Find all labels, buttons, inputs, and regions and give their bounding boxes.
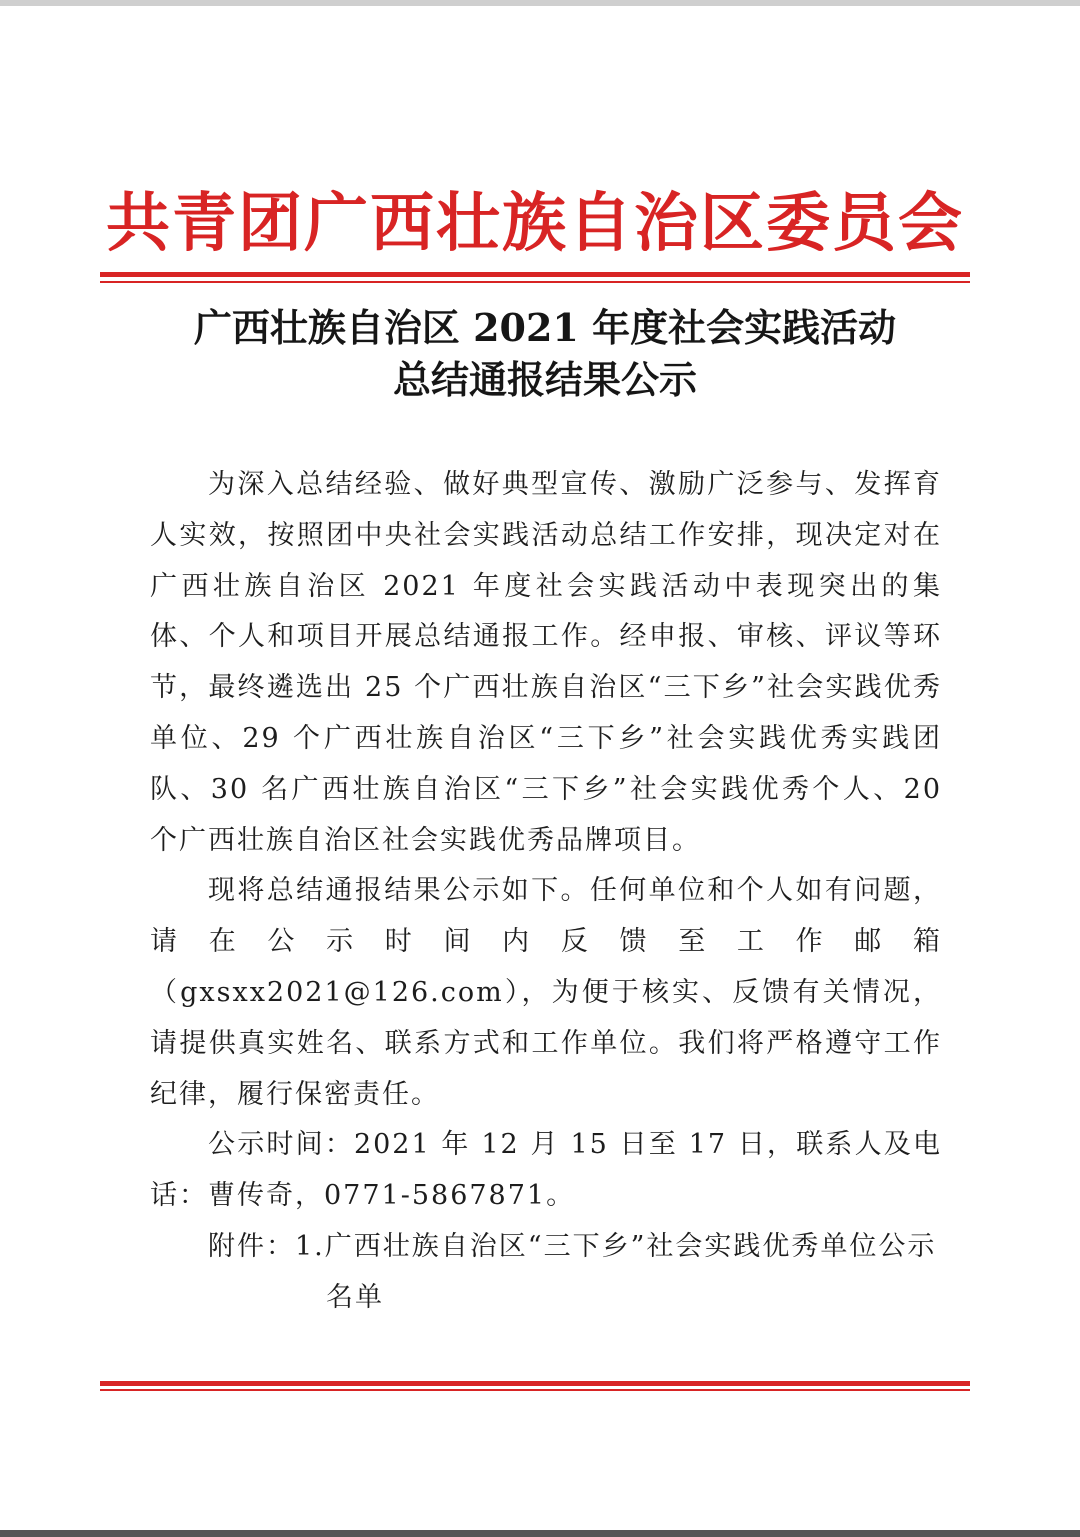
attachment-label: 附件： xyxy=(208,1231,295,1262)
attachment-item-1: 1.广西壮族自治区“三下乡”社会实践优秀单位公示 xyxy=(295,1231,937,1262)
document-body xyxy=(150,460,942,1222)
masthead-red-rule xyxy=(100,272,970,277)
page-top-edge xyxy=(0,0,1080,6)
masthead-org-name: 共青团广西壮族自治区委员会 xyxy=(106,187,964,261)
footer-red-rule xyxy=(100,1381,970,1386)
document-title-line-1: 广西壮族自治区 2021 年度社会实践活动 xyxy=(193,305,897,350)
attachment-block xyxy=(208,1222,944,1324)
document-title-line-2: 总结通报结果公示 xyxy=(392,357,697,402)
masthead-red-rule-thin xyxy=(100,281,970,283)
document-title xyxy=(140,302,950,406)
page-bottom-edge xyxy=(0,1530,1080,1537)
footer-red-rule-thin xyxy=(100,1389,970,1391)
attachment-item-1-continued: 名单 xyxy=(326,1281,384,1313)
body-paragraph-contact: 公示时间：2021 年 12 月 15 日至 17 日，联系人及电话：曹传奇，0771-5867871。 xyxy=(150,1129,942,1212)
body-paragraph-feedback: 现将总结通报结果公示如下。任何单位和个人如有问题，请在公示时间内反馈至工作邮箱（gxsxx2021@126.com），为便于核实、反馈有关情况，请提供真实姓名、联系方式和工作单位。我们将严格遵守工作纪律，履行保密责任。 xyxy=(150,875,942,1110)
body-paragraph-intro: 为深入总结经验、做好典型宣传、激励广泛参与、发挥育人实效，按照团中央社会实践活动总结工作安排，现决定对在广西壮族自治区 2021 年度社会实践活动中表现突出的集体、个人和项目开展总结通报工作。经申报、审核、评议等环节，最终遴选出 25 个广西壮族自治区“三下乡”社会实践优秀单位、29 个广西壮族自治区“三下乡”社会实践优秀实践团队、30 名广西壮族自治区“三下乡”社会实践优秀个人、20 个广西壮族自治区社会实践优秀品牌项目。 xyxy=(150,469,942,856)
